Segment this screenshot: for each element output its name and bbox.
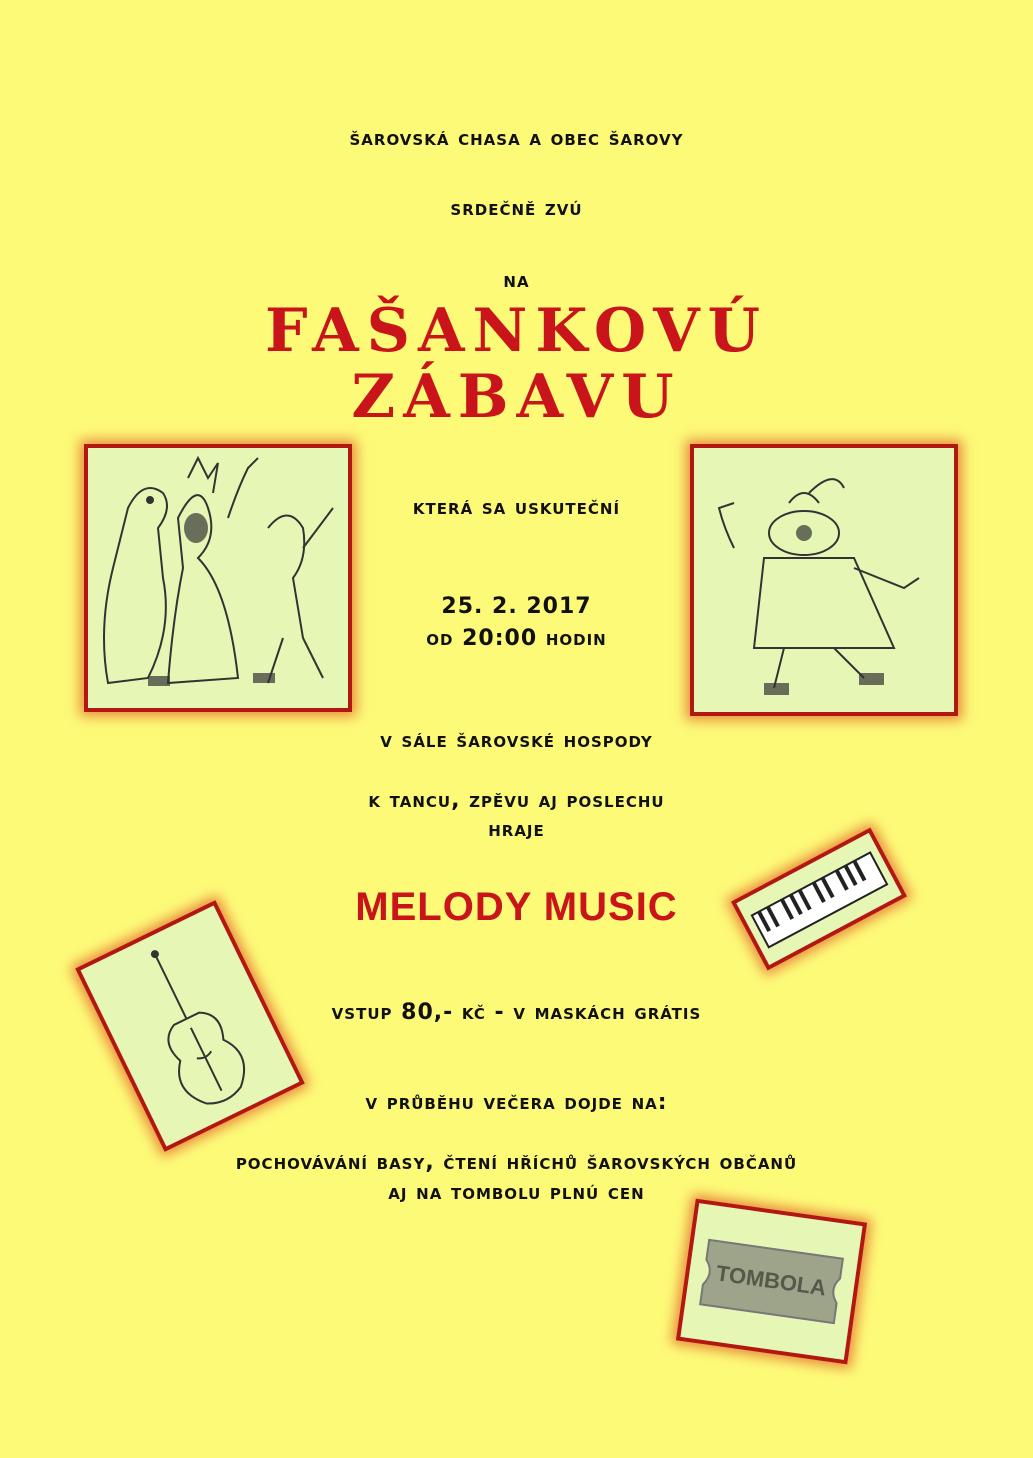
- organizers-text: šarovská chasa a obec šarovy: [349, 126, 684, 151]
- na-text: na: [503, 268, 530, 293]
- dancer-drawing-icon: [694, 448, 954, 712]
- venue-text: v sále šarovské hospody: [380, 728, 653, 753]
- tombola-ticket-image: [676, 1199, 867, 1365]
- piano-keys-icon: [736, 833, 901, 965]
- keyboard-image: [731, 827, 907, 970]
- event-time: od 20:00 hodin: [426, 626, 607, 651]
- carnival-dancer-image: [690, 444, 958, 716]
- program-line-2: aj na tombolu plnú cen: [388, 1180, 645, 1205]
- title-line-2: ZÁBAVU: [351, 362, 682, 432]
- entry-text: vstup 80,- kč - v maskách grátis: [331, 1000, 702, 1025]
- event-date: 25. 2. 2017: [441, 594, 592, 619]
- band-name: MELODY MUSIC: [355, 885, 678, 929]
- invite-text: srdečně zvú: [450, 196, 583, 221]
- tombola-label: TOMBOLA: [714, 1260, 828, 1301]
- title-line-1: FAŠANKOVÚ: [265, 296, 768, 366]
- ticket-icon: [680, 1203, 862, 1360]
- plays-text: hraje: [488, 817, 545, 842]
- program-intro-text: v průběhu večera dojde na:: [365, 1090, 668, 1115]
- music-intro-text: k tancu, zpěvu aj poslechu: [368, 788, 665, 813]
- masks-drawing-icon: [88, 448, 348, 708]
- carnival-masks-image: [84, 444, 352, 712]
- intro-text: která sa uskuteční: [412, 495, 621, 520]
- program-line-1: pochovávání basy, čtení hříchů šarovských občanů: [235, 1150, 798, 1175]
